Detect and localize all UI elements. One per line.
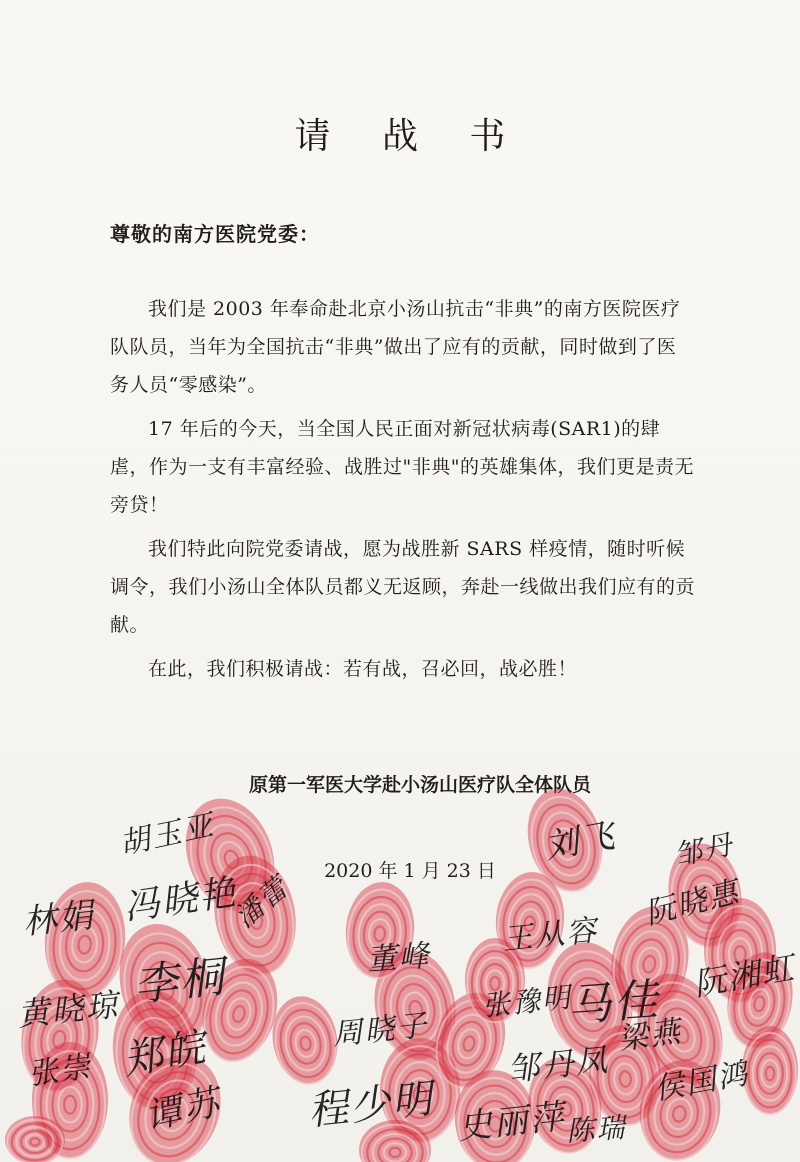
- signature-handwritten: 陈瑞: [565, 1110, 628, 1148]
- signature-handwritten: 梁燕: [616, 1014, 685, 1058]
- letter-title: 请 战 书: [294, 116, 526, 157]
- signature-handwritten: 周晓子: [330, 1007, 430, 1053]
- signature-handwritten: 张豫明: [480, 980, 574, 1023]
- signature-handwritten: 谭苏: [141, 1082, 225, 1138]
- paragraph-2: 17 年后的今天，当全国人民正面对新冠状病毒(SAR1)的肆虐，作为一支有丰富经验、战胜过"非典"的英雄集体，我们更是责无旁贷！: [110, 418, 694, 516]
- signature-handwritten: 史丽萍: [455, 1096, 568, 1148]
- signature-handwritten: 阮湘虹: [691, 948, 799, 1004]
- paragraph-1: 我们是 2003 年奉命赴北京小汤山抗击“非典”的南方医院医疗队队员，当年为全国抗击“非典”做出了应有的贡献，同时做到了医务人员“零感染”。: [110, 298, 681, 396]
- signature-handwritten: 王从容: [500, 912, 600, 958]
- paragraph-3: 我们特此向院党委请战，愿为战胜新 SARS 样疫情，随时听候调令，我们小汤山全体队员都义无返顾，奔赴一线做出我们应有的贡献。: [110, 538, 696, 636]
- signature-handwritten: 冯晓艳: [121, 872, 240, 929]
- signature-handwritten: 郑皖: [119, 1024, 211, 1085]
- paragraph-4: 在此，我们积极请战：若有战，召必回，战必胜！: [148, 658, 578, 680]
- signature-handwritten: 刘飞: [541, 815, 620, 868]
- signature-handwritten: 胡玉亚: [116, 807, 218, 863]
- letter-date: 2020 年 1 月 23 日: [324, 860, 496, 882]
- signature-handwritten: 林娟: [20, 895, 97, 943]
- signature-handwritten: 程少明: [305, 1075, 437, 1135]
- signature-handwritten: 邹丹凤: [505, 1040, 612, 1089]
- signature-handwritten: 张崇: [26, 1049, 95, 1093]
- signature-handwritten: 潘蕾: [228, 870, 296, 935]
- signature-handwritten: 阮晓惠: [641, 874, 744, 932]
- signature-handwritten: 黄晓琼: [15, 985, 122, 1034]
- signature-handwritten: 马佳: [565, 974, 662, 1032]
- signature-handwritten: 侯国鸿: [651, 1056, 753, 1108]
- signature-handwritten: 董峰: [365, 938, 432, 978]
- signature-handwritten: 邹丹: [671, 827, 737, 873]
- fingerprint: [742, 1026, 798, 1114]
- signature-handwritten: 李桐: [131, 951, 228, 1012]
- salutation: 尊敬的南方医院党委：: [110, 222, 320, 246]
- fingerprint: [5, 1116, 65, 1162]
- team-signature: 原第一军医大学赴小汤山医疗队全体队员: [248, 774, 591, 796]
